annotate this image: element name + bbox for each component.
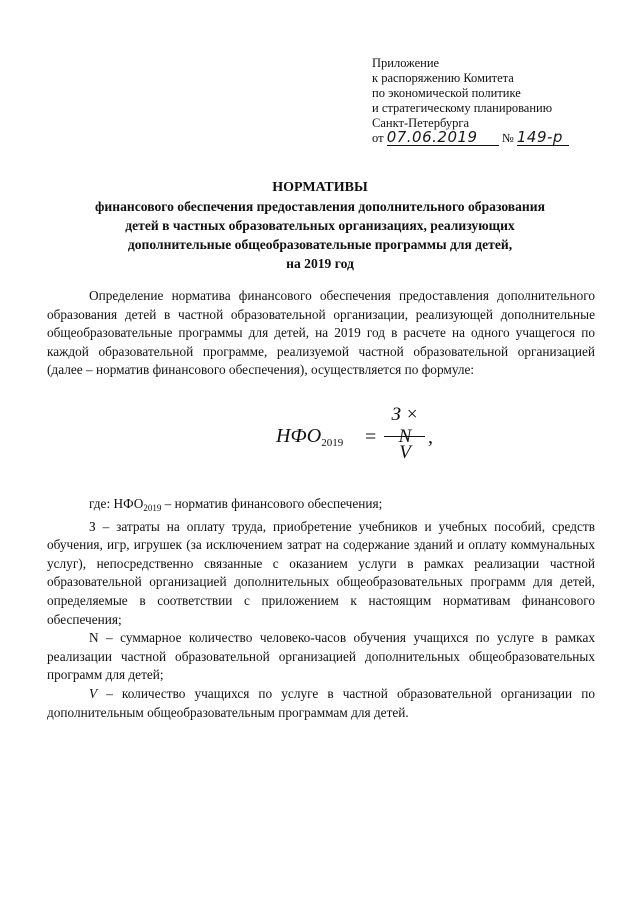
appendix-line-5: Санкт-Петербурга <box>372 116 470 130</box>
appendix-line-2: к распоряжению Комитета <box>372 71 514 85</box>
definitions-block <box>47 495 595 722</box>
where-sub: 2019 <box>143 503 162 513</box>
where-prefix: где: НФО <box>89 496 144 511</box>
definition-z: З – затраты на оплату труда, приобретение учебников и учебных пособий, средств обучения, игр, игрушек (за исключением затрат на содержание зданий и оплату коммунальных услуг), непосредственно связанные с оказанием услуги в рамках реализации частной образовательной организацией дополнительных общеобразовательных программ для детей, определяемые в соответствии с приложением к настоящим нормативам финансового обеспечения; <box>47 518 595 627</box>
definition-n: N – суммарное количество человеко-часов обучения учащихся по услуге в рамках реализации частной образовательной организацией дополнительных общеобразовательных программ для детей; <box>47 630 595 683</box>
formula-denominator: V <box>399 442 411 463</box>
date-field <box>386 128 499 146</box>
title-line-2: финансового обеспечения предоставления дополнительного образования <box>95 199 545 214</box>
appendix-line-4: и стратегическому планированию <box>372 101 553 115</box>
formula-equals: = <box>365 426 377 448</box>
document-title <box>40 178 600 273</box>
title-line-3: детей в частных образовательных организациях, реализующих <box>125 218 515 233</box>
handwritten-number: 149-р <box>516 128 563 146</box>
intro-paragraph <box>47 287 595 380</box>
appendix-block <box>372 56 622 146</box>
appendix-line-3: по экономической политике <box>372 86 521 100</box>
definition-nfo <box>47 495 595 518</box>
v-definition-text: – количество учащихся по услуге в частной образовательной организации по дополнительным общеобразовательным программам для детей. <box>47 685 595 720</box>
appendix-line-1: Приложение <box>372 56 440 70</box>
title-heading: НОРМАТИВЫ <box>272 180 368 195</box>
where-rest: – норматив финансового обеспечения; <box>161 496 383 511</box>
formula-comma: , <box>428 426 433 448</box>
handwritten-date: 07.06.2019 <box>386 128 478 146</box>
title-line-5: на 2019 год <box>286 256 354 271</box>
intro-text: Определение норматива финансового обеспечения предоставления дополнительного образования детей в частной образовательной организации, реализующей дополнительные общеобразовательные программы для детей, на 2019 год в расчете на одного учащегося по каждой образовательной программе, реализуемой частной образовательной организацией (далее – норматив финансового обеспечения), осуществляется по формуле: <box>47 288 595 378</box>
formula-fraction-bar <box>384 436 425 437</box>
number-label: № <box>501 131 514 145</box>
definition-v <box>47 685 595 722</box>
from-label: от <box>372 131 384 145</box>
formula-lhs <box>276 425 343 449</box>
date-number-line <box>372 128 622 146</box>
formula-lhs-sub: 2019 <box>321 437 344 449</box>
number-field <box>516 128 569 146</box>
title-line-4: дополнительные общеобразовательные программы для детей, <box>127 237 513 252</box>
formula <box>276 404 433 476</box>
formula-numerator: З × N <box>391 404 419 447</box>
formula-lhs-text: НФО <box>276 425 322 447</box>
v-symbol: V <box>89 685 98 701</box>
